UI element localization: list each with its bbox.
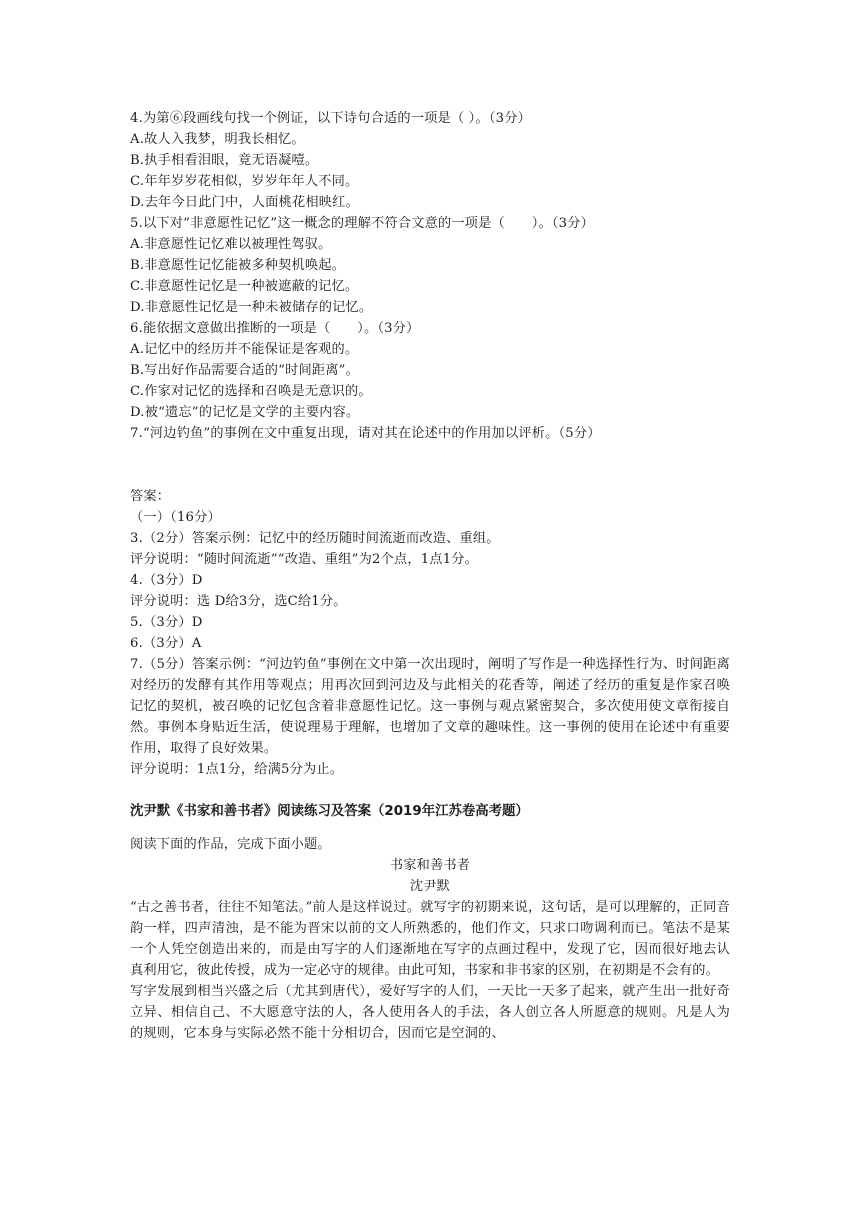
question-5: 5.以下对“非意愿性记忆”这一概念的理解不符合文意的一项是（ ）。（3分） xyxy=(130,216,595,231)
questions-block xyxy=(130,108,730,444)
question-6-option-b: B.写出好作品需要合适的“时间距离”。 xyxy=(130,363,359,378)
spacer xyxy=(130,444,730,486)
answer-3: 3.（2分）答案示例：记忆中的经历随时间流逝而改造、重组。 xyxy=(130,531,500,546)
article-block xyxy=(130,801,730,1044)
article-paragraph-2: 写字发展到相当兴盛之后（尤其到唐代），爱好写字的人们，一天比一天多了起来，就产生出一批好奇立异、相信自己、不大愿意守法的人，各人使用各人的手法，各人创立各人所愿意的规则。凡是人为的规则，它本身与实际必然不能十分相切合，因而它是空洞的、 xyxy=(130,984,730,1041)
question-5-option-a: A.非意愿性记忆难以被理性驾驭。 xyxy=(130,237,332,252)
answer-4: 4.（3分）D xyxy=(130,573,203,588)
answers-title: 答案： xyxy=(130,489,171,504)
question-5-option-d: D.非意愿性记忆是一种未被储存的记忆。 xyxy=(130,300,373,315)
spacer xyxy=(130,822,730,834)
article-author: 沈尹默 xyxy=(409,879,451,894)
question-4-option-d: D.去年今日此门中，人面桃花相映红。 xyxy=(130,195,359,210)
answer-6: 6.（3分）A xyxy=(130,636,202,651)
answer-3-note: 评分说明：“随时间流逝”“改造、重组”为2个点，1点1分。 xyxy=(130,552,479,567)
answer-5: 5.（3分）D xyxy=(130,615,203,630)
article-title: 书家和善书者 xyxy=(389,858,471,873)
article-instruction: 阅读下面的作品，完成下面小题。 xyxy=(130,837,331,852)
question-4-option-c: C.年年岁岁花相似，岁岁年年人不同。 xyxy=(130,174,359,189)
question-5-option-c: C.非意愿性记忆是一种被遮蔽的记忆。 xyxy=(130,279,359,294)
answers-block xyxy=(130,486,730,780)
question-6-option-a: A.记忆中的经历并不能保证是客观的。 xyxy=(130,342,359,357)
question-4: 4.为第⑥段画线句找一个例证，以下诗句合适的一项是（ ）。（3分） xyxy=(130,111,531,126)
answers-section: （一）（16分） xyxy=(130,510,221,525)
question-5-option-b: B.非意愿性记忆能被多种契机唤起。 xyxy=(130,258,346,273)
article-paragraph-1: “古之善书者，往往不知笔法。”前人是这样说过。就写字的初期来说，这句话，是可以理解的，正同音韵一样，四声清浊，是不能为晋宋以前的文人所熟悉的，他们作文，只求口吻调利而已。笔法不是某一个人凭空创造出来的，而是由写字的人们逐渐地在写字的点画过程中，发现了它，因而很好地去认真利用它，彼此传授，成为一定必守的规律。由此可知，书家和非书家的区别，在初期是不会有的。 xyxy=(130,900,730,978)
question-4-option-a: A.故人入我梦，明我长相忆。 xyxy=(130,132,305,147)
article-heading: 沈尹默《书家和善书者》阅读练习及答案（2019年江苏卷高考题） xyxy=(130,804,529,819)
question-4-option-b: B.执手相看泪眼，竟无语凝噎。 xyxy=(130,153,319,168)
spacer xyxy=(130,780,730,801)
question-6-option-c: C.作家对记忆的选择和召唤是无意识的。 xyxy=(130,384,372,399)
document-page xyxy=(130,108,730,1044)
answer-4-note: 评分说明：选 D给3分，选C给1分。 xyxy=(130,594,347,609)
question-6-option-d: D.被“遗忘”的记忆是文学的主要内容。 xyxy=(130,405,360,420)
answer-7-note: 评分说明：1点1分，给满5分为止。 xyxy=(130,762,344,777)
question-7: 7.“河边钓鱼”的事例在文中重复出现，请对其在论述中的作用加以评析。（5分） xyxy=(130,426,601,441)
answer-7: 7.（5分）答案示例：“河边钓鱼”事例在文中第一次出现时，阐明了写作是一种选择性行为、时间距离对经历的发酵有其作用等观点；用再次回到河边及与此相关的花香等，阐述了经历的重复是作家召唤记忆的契机，被召唤的记忆包含着非意愿性记忆。这一事例与观点紧密契合，多次使用使文章衔接自然。事例本身贴近生活，使说理易于理解，也增加了文章的趣味性。这一事例的使用在论述中有重要作用，取得了良好效果。 xyxy=(130,657,730,756)
question-6: 6.能依据文意做出推断的一项是（ ）。（3分） xyxy=(130,321,420,336)
